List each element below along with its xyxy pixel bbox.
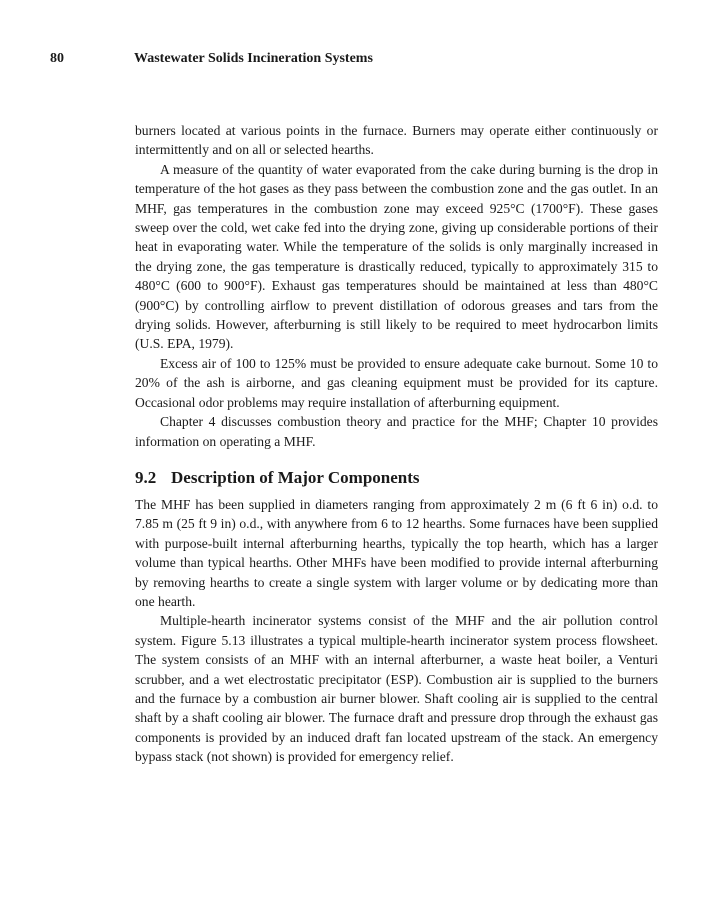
paragraph-mhf-diameters: The MHF has been supplied in diameters ranging from approximately 2 m (6 ft 6 in) o.d. to 7.85 m (25 ft 9 in) o.d., with anywhere from 6 to 12 hearths. Some furnaces have been supplied with purpose-built internal afterburning hearths, typically the top hearth, which has a larger volume than typical hearths. Other MHFs have been modified to provide internal afterburning by removing hearths to create a single system with larger volume or by dedicating more than one hearth. [135, 496, 658, 609]
section-heading [135, 467, 658, 489]
paragraph-continued: burners located at various points in the furnace. Burners may operate either continuously or intermittently and on all or selected hearths. [135, 123, 658, 158]
paragraph-chapter-references: Chapter 4 discusses combustion theory and practice for the MHF; Chapter 10 provides information on operating a MHF. [135, 414, 658, 449]
body-text [135, 121, 658, 767]
section-number: 9.2 [135, 467, 157, 487]
paragraph-incinerator-systems: Multiple-hearth incinerator systems consist of the MHF and the air pollution control system. Figure 5.13 illustrates a typical multiple-hearth incinerator system process flowsheet. The system consists of an MHF with an internal afterburner, a waste heat boiler, a Venturi scrubber, and a wet electrostatic precipitator (ESP). Combustion air is supplied to the burners and the furnace by a combustion air burner blower. Shaft cooling air is supplied to the central shaft by a shaft cooling air blower. The furnace draft and pressure drop through the exhaust gas components is provided by an induced draft fan located upstream of the stack. An emergency bypass stack (not shown) is provided for emergency relief. [135, 613, 658, 765]
paragraph-water-evaporation: A measure of the quantity of water evaporated from the cake during burning is the drop in temperature of the hot gases as they pass between the combustion zone and the gas outlet. In an MHF, gas temperatures in the combustion zone may exceed 925°C (1700°F). These gases sweep over the cold, wet cake fed into the drying zone, giving up considerable portions of their heat in evaporating water. While the temperature of the solids is only marginally increased in the drying zone, the gas temperature is drastically reduced, typically to approximately 315 to 480°C (600 to 900°F). Exhaust gas temperatures should be maintained at less than 480°C (900°C) by controlling airflow to prevent distillation of odorous greases and tars from the drying solids. However, afterburning is still likely to be required to meet hydrocarbon limits (U.S. EPA, 1979). [135, 161, 658, 352]
section-title: Description of Major Components [171, 467, 420, 487]
running-head [50, 49, 667, 69]
paragraph-excess-air: Excess air of 100 to 125% must be provided to ensure adequate cake burnout. Some 10 to 20% of the ash is airborne, and gas cleaning equipment must be provided for its capture. Occasional odor problems may require installation of afterburning equipment. [135, 355, 658, 410]
book-title: Wastewater Solids Incineration Systems [134, 51, 373, 66]
page-number: 80 [50, 51, 64, 66]
